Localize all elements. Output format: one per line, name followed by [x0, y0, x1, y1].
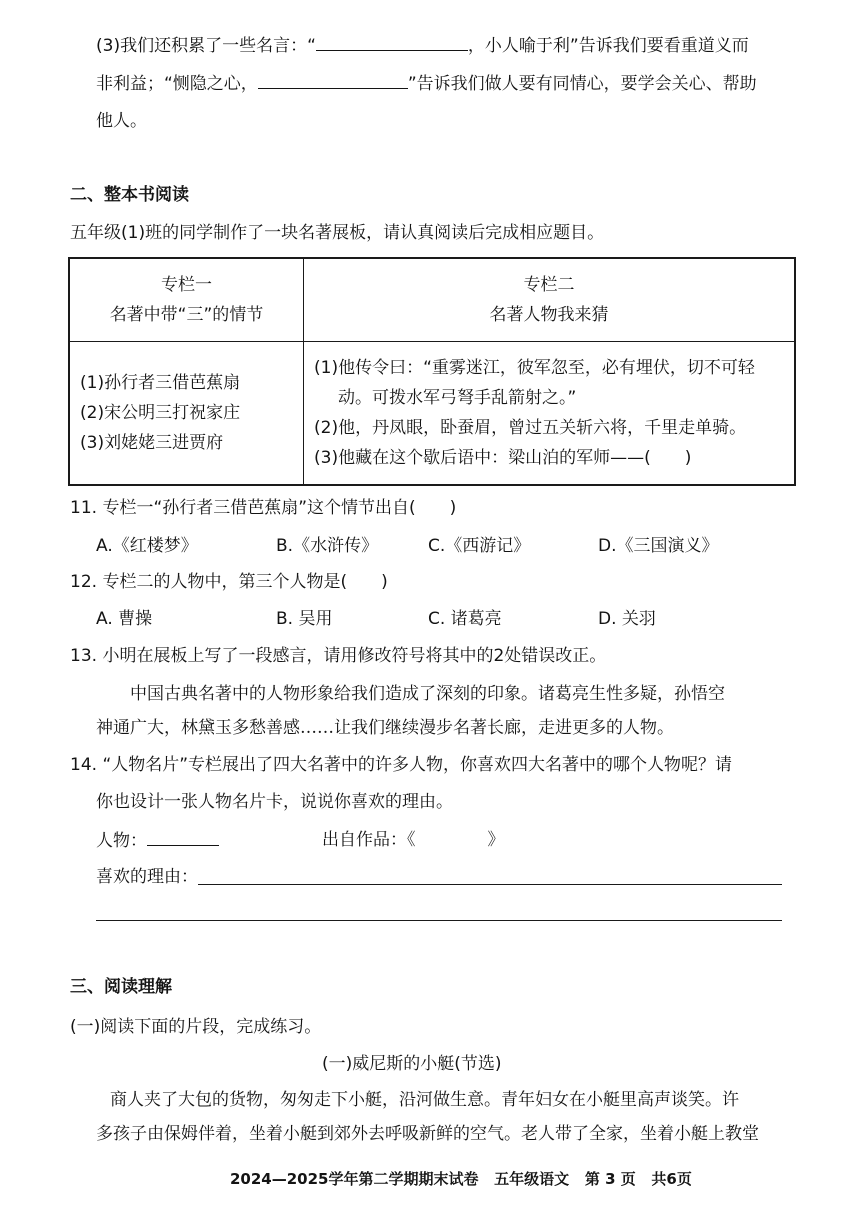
- q11-stem[interactable]: 11. 专栏一“孙行者三借芭蕉扇”这个情节出自( ): [70, 498, 457, 518]
- q14-stem-line-1: 14. “人物名片”专栏展出了四大名著中的许多人物，你喜欢四大名著中的哪个人物呢？请: [70, 755, 733, 775]
- q14-work-label: 出自作品：《: [322, 830, 416, 850]
- column-1-body: [69, 342, 304, 486]
- q14-person-blank[interactable]: [147, 829, 219, 846]
- column-2-title: 专栏二: [523, 275, 575, 295]
- column-1-item: (1)孙行者三借芭蕉扇: [80, 373, 241, 393]
- passage-line-1: 商人夹了大包的货物，匆匆走下小艇，沿河做生意。青年妇女在小艇里高声谈笑。许: [110, 1090, 739, 1110]
- column-2-header: [304, 258, 796, 342]
- q12-option-a[interactable]: A. 曹操: [96, 609, 153, 629]
- passage-title: (一)威尼斯的小艇(节选): [322, 1054, 502, 1074]
- column-2-subtitle: 名著人物我来猜: [489, 305, 609, 325]
- q12-stem[interactable]: 12. 专栏二的人物中，第三个人物是( ): [70, 572, 388, 592]
- footer-total: 共6页: [651, 1170, 692, 1188]
- q13-stem: 13. 小明在展板上写了一段感言，请用修改符号将其中的2处错误改正。: [70, 646, 607, 666]
- section-2-intro: 五年级(1)班的同学制作了一块名著展板，请认真阅读后完成相应题目。: [70, 223, 605, 243]
- column-2-body: [304, 342, 796, 486]
- answer-blank-2[interactable]: [258, 72, 408, 89]
- column-2-item-1-b: 动。可拨水军弓弩手乱箭射之。”: [338, 388, 577, 408]
- section-3-sub: (一)阅读下面的片段，完成练习。: [70, 1017, 322, 1037]
- q12-option-b[interactable]: B. 吴用: [276, 609, 333, 629]
- column-2-item-3[interactable]: (3)他藏在这个歇后语中：梁山泊的军师——( ): [314, 448, 692, 468]
- q3-line-2-end: ”告诉我们做人要有同情心，要学会关心、帮助: [407, 74, 757, 94]
- page-footer: [230, 1168, 692, 1189]
- q11-option-b[interactable]: B.《水浒传》: [276, 536, 379, 556]
- q3-line-1: [96, 34, 749, 57]
- column-2-item-1-a: (1)他传令曰：“重雾迷江，彼军忽至，必有埋伏，切不可轻: [314, 358, 755, 378]
- passage-line-2: 多孩子由保姆伴着，坐着小艇到郊外去呼吸新鲜的空气。老人带了全家，坐着小艇上教堂: [96, 1124, 759, 1144]
- column-1-subtitle: 名著中带“三”的情节: [109, 305, 264, 325]
- q12-option-c[interactable]: C. 诸葛亮: [428, 609, 502, 629]
- q3-line-1-end: ，小人喻于利”告诉我们要看重道义而: [467, 36, 749, 56]
- q3-line-2: [96, 72, 757, 95]
- answer-blank-1[interactable]: [316, 34, 468, 51]
- footer-subject: 五年级语文: [494, 1170, 570, 1188]
- column-1-item: (3)刘姥姥三进贾府: [80, 433, 224, 453]
- footer-term: 2024—2025学年第二学期期末试卷: [230, 1170, 479, 1188]
- q14-work-row: [322, 829, 505, 851]
- column-1-header: [69, 258, 304, 342]
- q14-person-label: 人物：: [96, 831, 147, 851]
- q14-person-row: [96, 829, 219, 852]
- section-2-heading: 二、整本书阅读: [70, 185, 189, 205]
- q11-option-c[interactable]: C.《西游记》: [428, 536, 531, 556]
- q14-work-close: 》: [487, 830, 505, 850]
- q12-option-d[interactable]: D. 关羽: [598, 609, 656, 629]
- column-1-title: 专栏一: [161, 275, 212, 295]
- column-2-item-2: (2)他，丹凤眼，卧蚕眉，曾过五关斩六将，千里走单骑。: [314, 418, 747, 438]
- q11-option-a[interactable]: A.《红楼梦》: [96, 536, 198, 556]
- book-display-board: [68, 257, 796, 486]
- q14-reason-line-1[interactable]: [198, 884, 782, 885]
- q3-line-2-start: 非利益；“恻隐之心，: [96, 74, 258, 94]
- footer-page: 第 3 页: [584, 1170, 636, 1188]
- column-1-item: (2)宋公明三打祝家庄: [80, 403, 241, 423]
- section-3-heading: 三、阅读理解: [70, 977, 172, 997]
- q14-reason-line-2[interactable]: [96, 920, 782, 921]
- q3-line-1-start: (3)我们还积累了一些名言：“: [96, 36, 316, 56]
- q11-option-d[interactable]: D.《三国演义》: [598, 536, 719, 556]
- q13-passage-line-1[interactable]: 中国古典名著中的人物形象给我们造成了深刻的印象。诸葛亮生性多疑，孙悟空: [130, 684, 725, 704]
- q14-reason-label: 喜欢的理由：: [96, 867, 198, 887]
- q3-line-3: 他人。: [96, 111, 147, 131]
- q13-passage-line-2[interactable]: 神通广大，林黛玉多愁善感……让我们继续漫步名著长廊，走进更多的人物。: [96, 718, 674, 738]
- q14-stem-line-2: 你也设计一张人物名片卡，说说你喜欢的理由。: [96, 792, 453, 812]
